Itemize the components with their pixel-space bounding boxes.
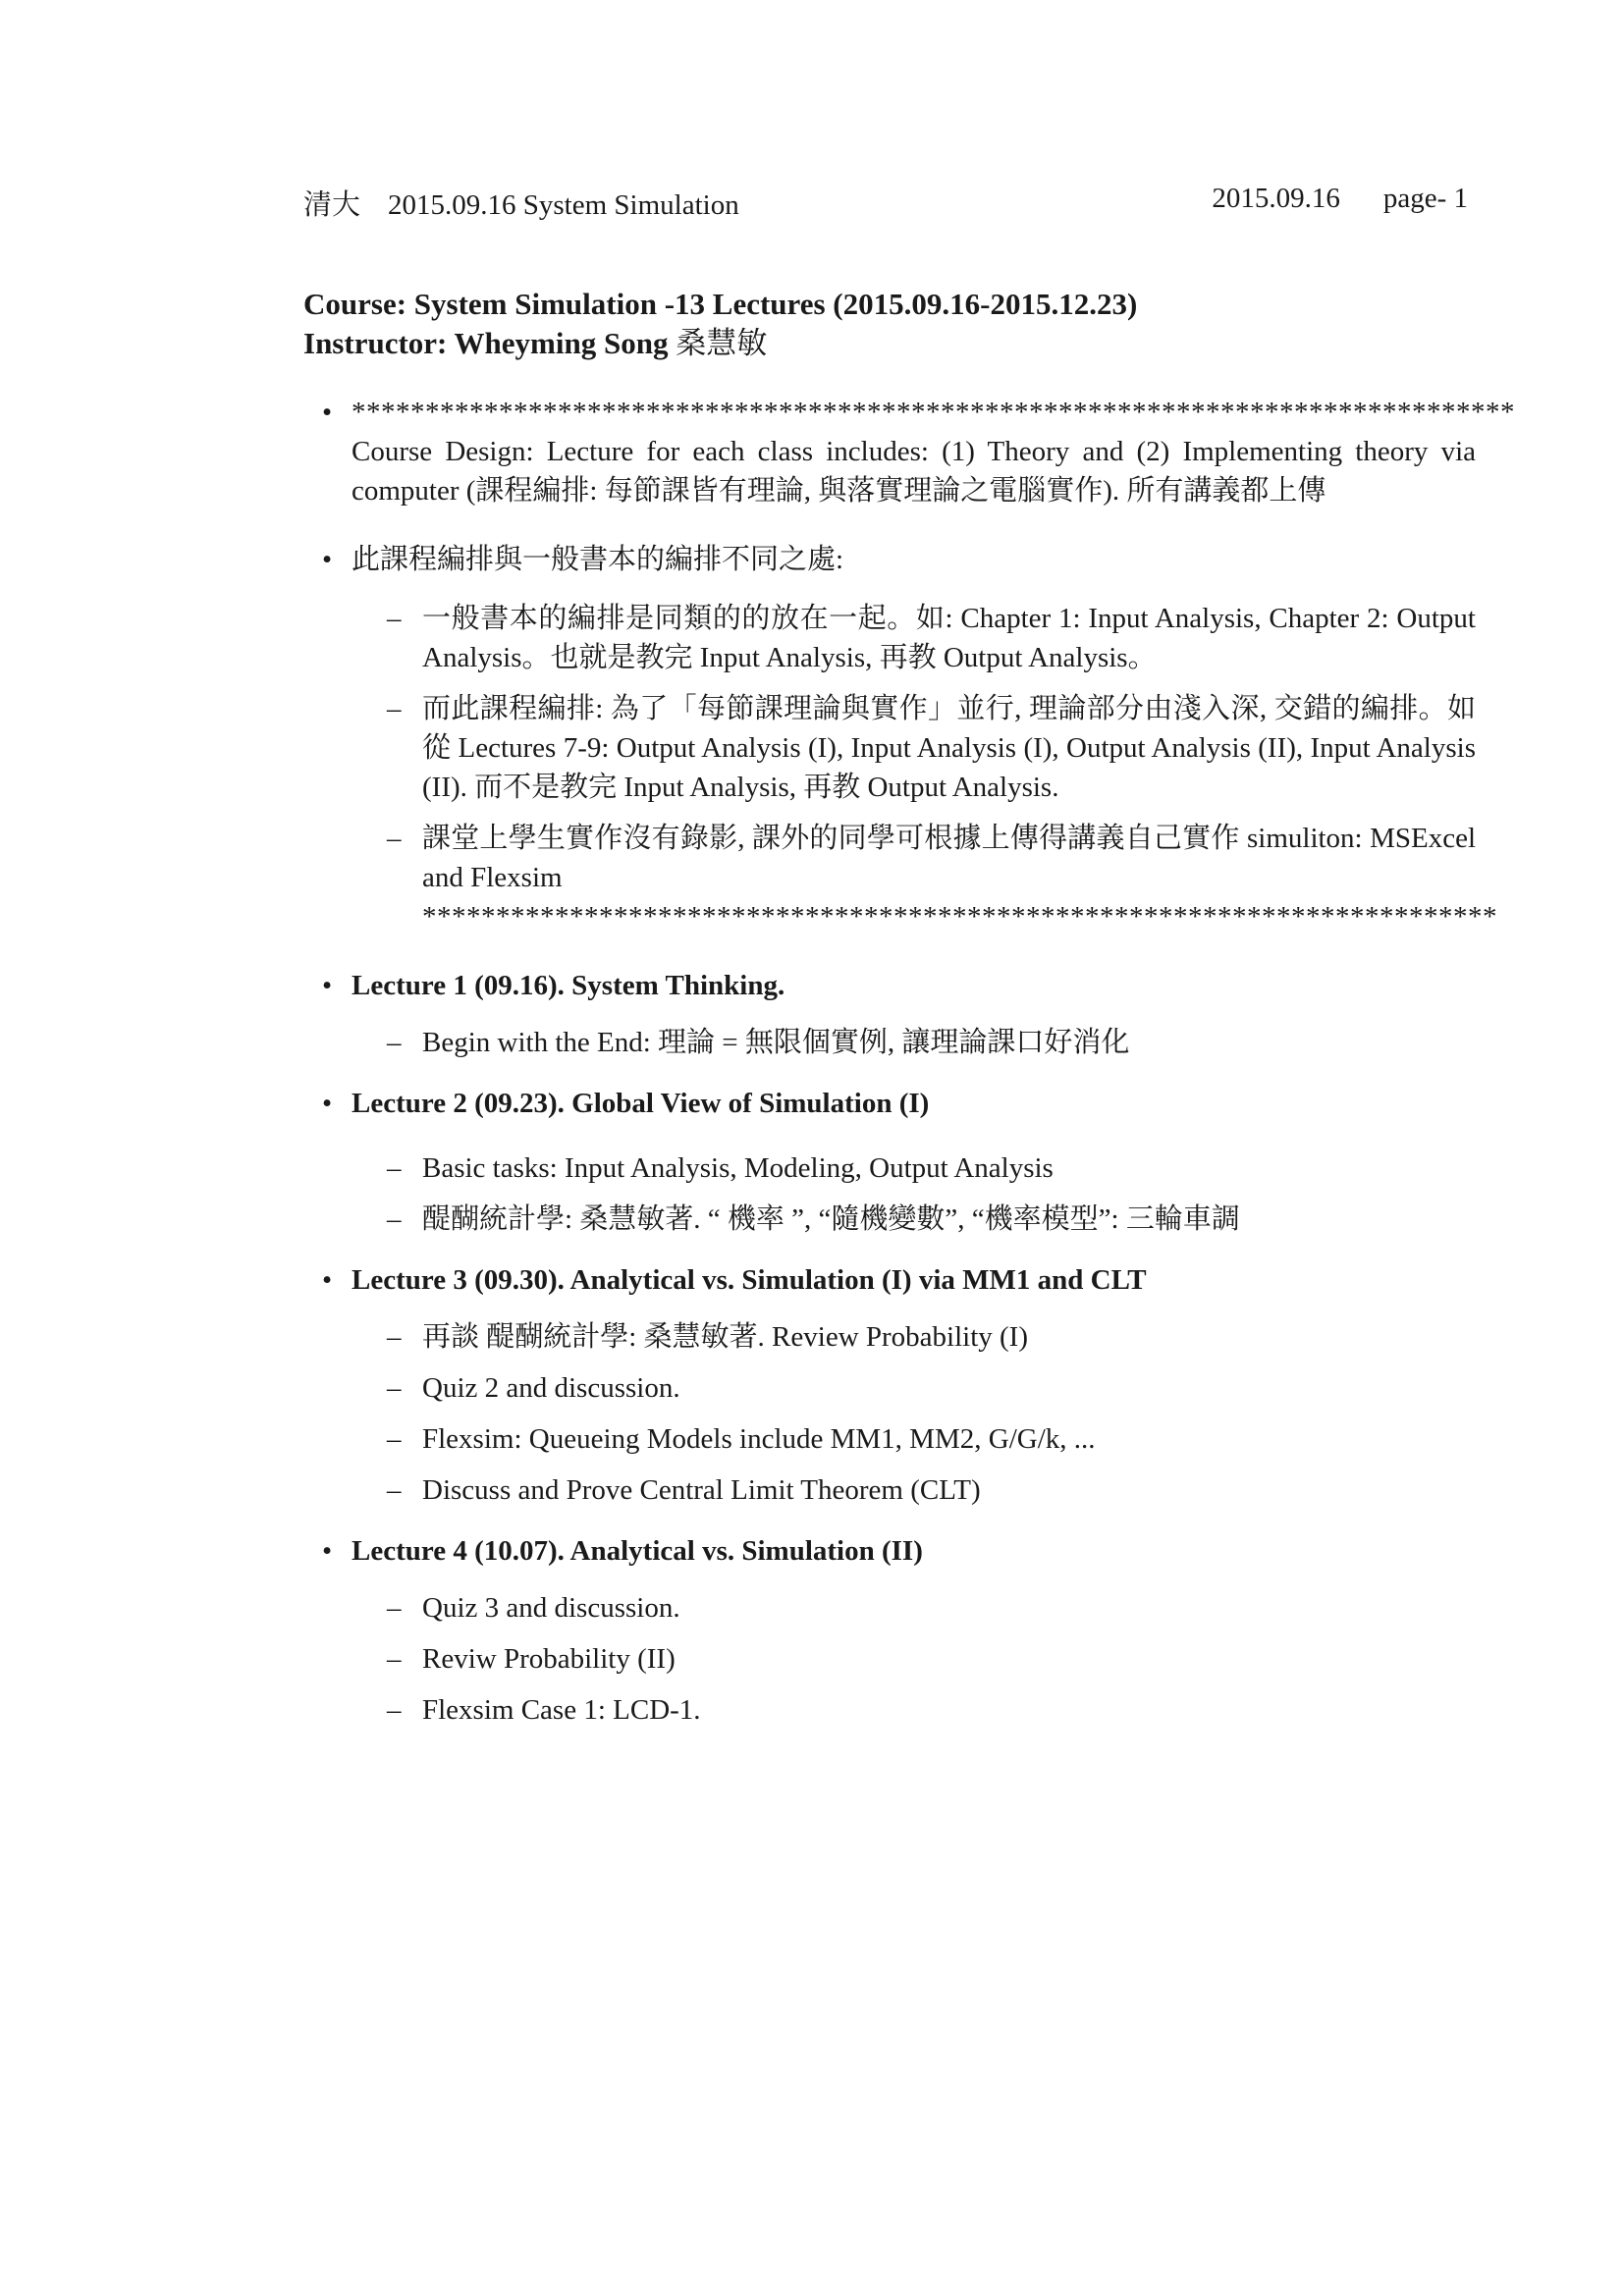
dash-icon: – xyxy=(387,1643,402,1675)
dash-icon: – xyxy=(387,823,402,854)
course-design-item xyxy=(322,393,1515,510)
list-item: – 一般書本的編排是同類的的放在一起。如: Chapter 1: Input Analysis, Chapter 2: Output Analysis。也就是教完 Input Analysis, 再教 Output Analysis。 xyxy=(422,599,1476,677)
lecture-2 xyxy=(322,1084,1476,1239)
bullet-icon: • xyxy=(322,1264,333,1296)
dash-icon: – xyxy=(387,1027,402,1058)
lecture-items xyxy=(387,1148,1476,1239)
difference-item xyxy=(322,540,1497,936)
header-institution: 清大 xyxy=(303,189,361,221)
list-item: – Flexsim Case 1: LCD-1. xyxy=(422,1690,1476,1730)
dash-icon: – xyxy=(387,1423,402,1455)
list-item: – 課堂上學生實作沒有錄影, 課外的同學可根據上傳得講義自己實作 simuliton: MSExcel and Flexsim ************************************************************************* xyxy=(422,819,1476,936)
list-item: – Quiz 2 and discussion. xyxy=(422,1368,1476,1408)
course-design-text: Course Design: Lecture for each class includes: (1) Theory and (2) Implementing theory via computer (課程編排: 每節課皆有理論, 與落實理論之電腦實作). 所有講義都上傳 xyxy=(352,436,1476,507)
difference-title: 此課程編排與一般書本的編排不同之處: xyxy=(352,544,844,575)
star-divider: ******************************************************************************* xyxy=(352,397,1515,428)
difference-points xyxy=(387,599,1497,936)
dash-icon: – xyxy=(387,1321,402,1353)
list-item: – Flexsim: Queueing Models include MM1, MM2, G/G/k, ... xyxy=(422,1419,1476,1459)
dash-icon: – xyxy=(387,1372,402,1404)
page-number: page- 1 xyxy=(1382,183,1468,214)
lecture-items xyxy=(387,1023,1476,1062)
list-item: – Discuss and Prove Central Limit Theorem (CLT) xyxy=(422,1470,1476,1510)
instructor-line xyxy=(303,324,1482,363)
dash-icon: – xyxy=(387,1152,402,1184)
header-date: 2015.09.16 xyxy=(1212,183,1340,214)
lecture-title: Lecture 1 (09.16). System Thinking. xyxy=(352,970,785,1001)
list-item: – Basic tasks: Input Analysis, Modeling, Output Analysis xyxy=(422,1148,1476,1188)
list-item: – Quiz 3 and discussion. xyxy=(422,1588,1476,1628)
dash-icon: – xyxy=(387,1694,402,1726)
lecture-items xyxy=(387,1317,1476,1510)
course-info xyxy=(303,285,1482,363)
list-item: – 而此課程編排: 為了「每節課理論與實作」並行, 理論部分由淺入深, 交錯的編排。如從 Lectures 7-9: Output Analysis (I), Input Analysis (I), Output Analysis (II), Input Analysis (II). 而不是教完 Input Analysis, 再教 Output Analysis. xyxy=(422,689,1476,807)
dash-icon: – xyxy=(387,603,402,634)
bullet-icon: • xyxy=(322,1535,333,1567)
bullet-icon: • xyxy=(322,1088,333,1119)
bullet-icon: • xyxy=(322,397,333,428)
dash-icon: – xyxy=(387,1474,402,1506)
lecture-title: Lecture 3 (09.30). Analytical vs. Simulation (I) via MM1 and CLT xyxy=(352,1264,1147,1296)
dash-icon: – xyxy=(387,1592,402,1624)
running-header xyxy=(303,183,1468,222)
bullet-icon: • xyxy=(322,970,333,1001)
lecture-3 xyxy=(322,1260,1476,1510)
lecture-items xyxy=(387,1588,1476,1730)
lecture-title: Lecture 2 (09.23). Global View of Simulation (I) xyxy=(352,1088,930,1119)
dash-icon: – xyxy=(387,693,402,724)
course-title: Course: System Simulation -13 Lectures (2015.09.16-2015.12.23) xyxy=(303,287,1138,321)
bullet-icon: • xyxy=(322,544,333,575)
list-item: – 醍醐統計學: 桑慧敏著. “ 機率 ”, “隨機變數”, “機率模型”: 三輪車調 xyxy=(422,1200,1476,1239)
instructor-name-cn: 桑慧敏 xyxy=(676,326,768,360)
list-item: – Begin with the End: 理論 = 無限個實例, 讓理論課口好消化 xyxy=(422,1023,1476,1062)
list-item: – 再談 醍醐統計學: 桑慧敏著. Review Probability (I) xyxy=(422,1317,1476,1357)
dash-icon: – xyxy=(387,1203,402,1235)
lecture-title: Lecture 4 (10.07). Analytical vs. Simulation (II) xyxy=(352,1535,923,1567)
header-right xyxy=(1212,183,1468,215)
header-doc-title: 2015.09.16 System Simulation xyxy=(388,189,739,221)
instructor-name: Instructor: Wheyming Song xyxy=(303,326,669,360)
lecture-1 xyxy=(322,966,1476,1062)
outline-list xyxy=(322,393,1515,1751)
star-divider: ************************************************************************* xyxy=(422,901,1497,933)
list-item: – Reviw Probability (II) xyxy=(422,1639,1476,1679)
lecture-4 xyxy=(322,1531,1476,1730)
header-left xyxy=(303,183,739,223)
